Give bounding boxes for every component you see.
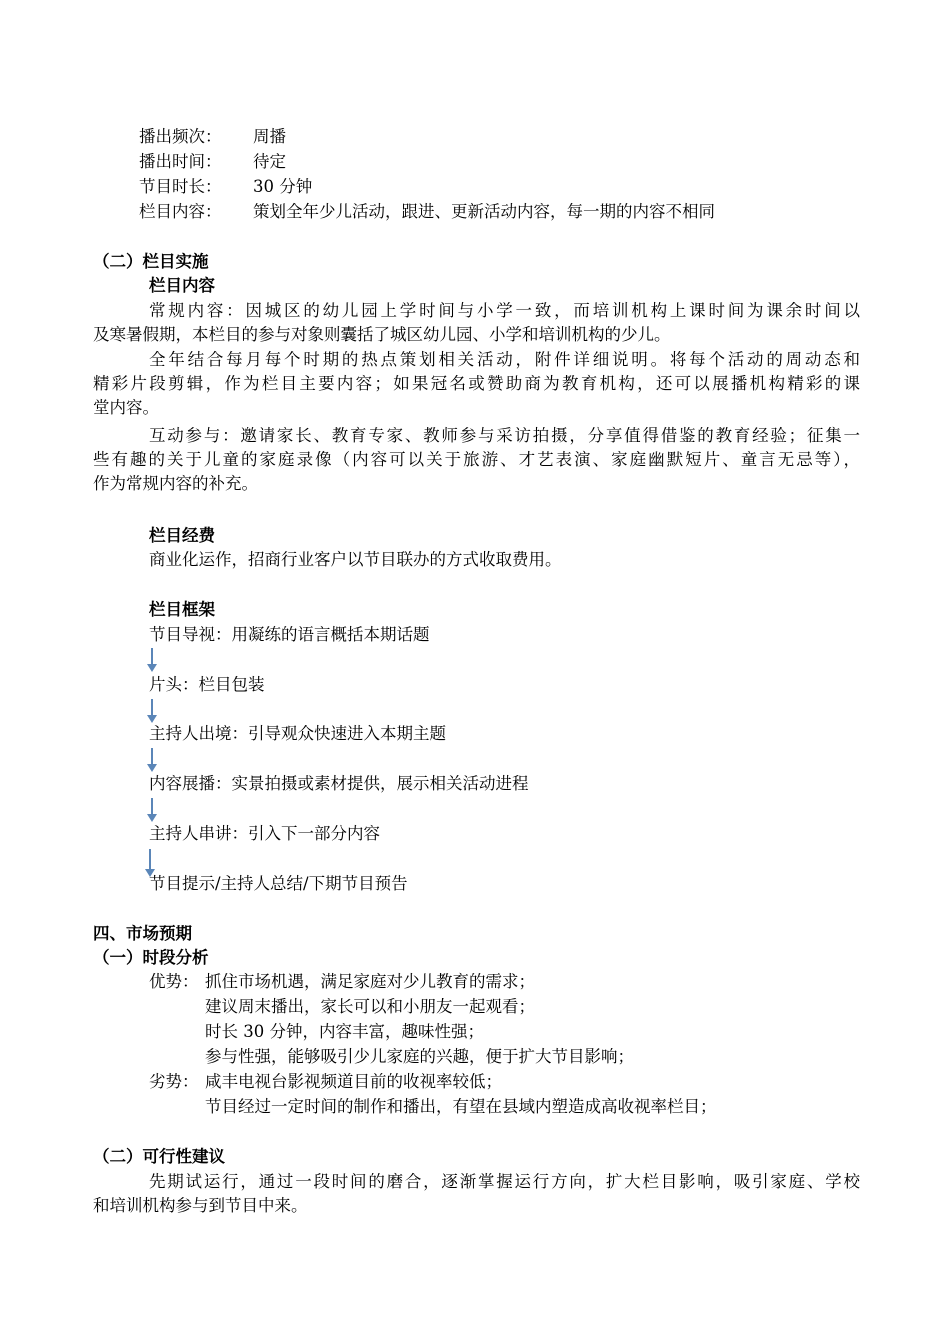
para-yearly-line-3: 堂内容。 (93, 398, 159, 417)
frame-step-3: 主持人出境：引导观众快速进入本期主题 (149, 724, 446, 743)
section-heading-market: 四、市场预期 (93, 924, 192, 943)
advantage-label: 优势： (149, 972, 199, 991)
para-regular-line-1: 常规内容：因城区的幼儿园上学时间与小学一致，而培训机构上课时间为课余时间以 (149, 301, 860, 320)
feasibility-line-2: 和培训机构参与到节目中来。 (93, 1196, 308, 1215)
para-interact-line-3: 作为常规内容的补充。 (93, 474, 258, 493)
subheading-timeslot: （一）时段分析 (93, 948, 209, 967)
info-value-time: 待定 (253, 152, 286, 171)
subheading-fee: 栏目经费 (149, 526, 215, 545)
frame-step-1: 节目导视：用凝练的语言概括本期话题 (149, 625, 430, 644)
disadvantage-item-2: 节目经过一定时间的制作和播出，有望在县域内塑造成高收视率栏目； (205, 1097, 717, 1116)
frame-step-5: 主持人串讲：引入下一部分内容 (149, 824, 380, 843)
frame-step-2: 片头：栏目包装 (149, 675, 265, 694)
flow-arrow-icon (147, 648, 157, 672)
info-label-time: 播出时间： (139, 152, 222, 171)
info-value-frequency: 周播 (253, 127, 286, 146)
feasibility-line-1: 先期试运行，通过一段时间的磨合，逐渐掌握运行方向，扩大栏目影响，吸引家庭、学校 (149, 1172, 860, 1191)
advantage-item-4: 参与性强，能够吸引少儿家庭的兴趣，便于扩大节目影响； (205, 1047, 634, 1066)
subheading-frame: 栏目框架 (149, 600, 215, 619)
para-regular-line-2: 及寒暑假期，本栏目的参与对象则囊括了城区幼儿园、小学和培训机构的少儿。 (93, 325, 671, 344)
subheading-content: 栏目内容 (149, 276, 215, 295)
fee-text: 商业化运作，招商行业客户以节目联办的方式收取费用。 (149, 550, 562, 569)
disadvantage-label: 劣势： (149, 1072, 199, 1091)
info-label-duration: 节目时长： (139, 177, 222, 196)
advantage-item-3: 时长 30 分钟，内容丰富，趣味性强； (205, 1022, 484, 1041)
info-value-content: 策划全年少儿活动，跟进、更新活动内容，每一期的内容不相同 (253, 202, 715, 221)
flow-arrow-icon (147, 798, 157, 822)
info-label-content: 栏目内容： (139, 202, 222, 221)
info-label-frequency: 播出频次： (139, 127, 222, 146)
subheading-feasibility: （二）可行性建议 (93, 1147, 225, 1166)
info-value-duration: 30 分钟 (253, 177, 313, 196)
disadvantage-item-1: 咸丰电视台影视频道目前的收视率较低； (205, 1072, 502, 1091)
flow-arrow-icon (147, 699, 157, 723)
frame-step-6: 节目提示/主持人总结/下期节目预告 (149, 874, 408, 893)
para-interact-line-1: 互动参与：邀请家长、教育专家、教师参与采访拍摄，分享值得借鉴的教育经验；征集一 (149, 426, 860, 445)
para-yearly-line-1: 全年结合每月每个时期的热点策划相关活动，附件详细说明。将每个活动的周动态和 (149, 350, 860, 369)
advantage-item-2: 建议周末播出，家长可以和小朋友一起观看； (205, 997, 535, 1016)
frame-step-4: 内容展播：实景拍摄或素材提供，展示相关活动进程 (149, 774, 529, 793)
para-interact-line-2: 些有趣的关于儿童的家庭录像（内容可以关于旅游、才艺表演、家庭幽默短片、童言无忌等）， (93, 450, 860, 469)
para-yearly-line-2: 精彩片段剪辑，作为栏目主要内容；如果冠名或赞助商为教育机构，还可以展播机构精彩的课 (93, 374, 860, 393)
flow-arrow-icon (147, 748, 157, 772)
section-heading-implementation: （二）栏目实施 (93, 252, 209, 271)
advantage-item-1: 抓住市场机遇，满足家庭对少儿教育的需求； (205, 972, 535, 991)
